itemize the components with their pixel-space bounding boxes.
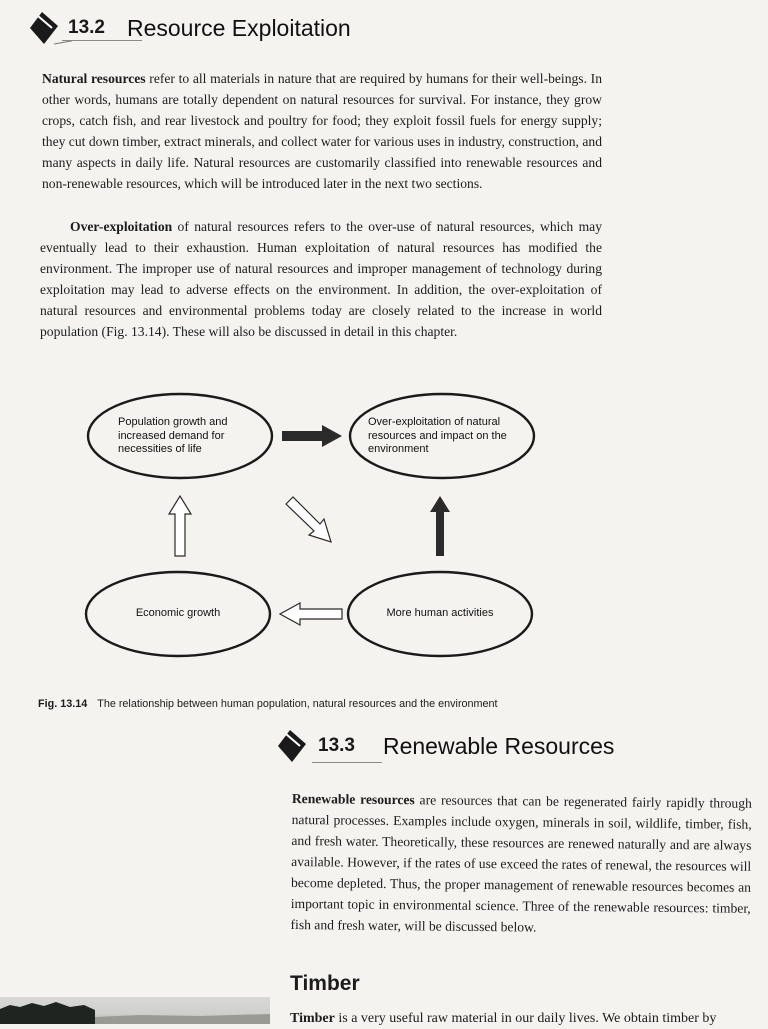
paragraph-natural-resources — [42, 68, 602, 194]
node-activities-label: More human activities — [386, 607, 494, 619]
paragraph-over-exploitation — [40, 216, 602, 342]
section-number: 13.2 — [68, 17, 105, 38]
relationship-diagram — [0, 380, 768, 680]
diamond-badge-icon — [276, 726, 320, 766]
paragraph-text: refer to all materials in nature that are required by humans for their well-beings. In other words, humans are totally dependent on natural resources for survival. For instance, they grow crops, catch fish, and rear livestock and poultry for food; they exploit fossil fuels for energy supply; they cut down timber, extract minerals, and collect water for various uses in industry, construction, and many aspects in daily life. Natural resources are customarily classified into renewable resources and non-renewable resources, which will be introduced later in the next two sections. — [42, 71, 602, 191]
term-renewable-resources: Renewable resources — [291, 790, 415, 808]
paragraph-renewable-resources — [290, 788, 752, 940]
section-13-2-heading — [28, 8, 351, 48]
figure-caption-text: The relationship between human population, natural resources and the environment — [97, 698, 498, 710]
term-timber: Timber — [290, 1011, 335, 1026]
figure-caption — [38, 698, 498, 710]
arrow-right-solid — [282, 425, 342, 447]
arrow-left-hollow — [280, 603, 342, 625]
node-overexploitation-label: Over-exploitation of natural resources and impact on the environment — [368, 416, 507, 455]
diamond-badge-icon — [28, 8, 72, 48]
paragraph-text: is a very useful raw material in our daily lives. We obtain timber by — [334, 1011, 717, 1026]
heading-underline — [312, 762, 382, 763]
paragraph-timber — [290, 1008, 760, 1029]
arrow-diagonal-hollow — [286, 497, 331, 542]
section-13-3-heading — [276, 726, 614, 766]
timber-heading: Timber — [290, 972, 360, 995]
arrow-up-hollow — [169, 496, 191, 556]
forest-image — [0, 997, 270, 1024]
term-over-exploitation: Over-exploitation — [70, 219, 173, 234]
node-economic-label: Economic growth — [135, 607, 221, 619]
heading-underline — [62, 40, 142, 41]
figure-label: Fig. 13.14 — [38, 698, 88, 710]
term-natural-resources: Natural resources — [42, 71, 146, 86]
paragraph-text: of natural resources refers to the over-use of natural resources, which may eventually lead to their exhaustion. Human exploitation of natural resources has modified the environment. The improper use of natural resources and improper management of technology during exploitation may lead to adverse effects on the environment. In addition, the over-exploitation of natural resources and environmental problems today are closely related to the increase in world population (Fig. 13.14). These will also be discussed in detail in this chapter. — [40, 219, 602, 339]
section-number: 13.3 — [318, 735, 355, 756]
node-population-label: Population growth and increased demand for necessities of life — [118, 416, 228, 455]
paragraph-text: are resources that can be regenerated fairly rapidly through natural processes. Examples include oxygen, minerals in soil, wildlife, timber, fish, and fresh water. Theoretically, these resources are renewed naturally and are always available. However, if the rates of use exceed the rates of renewal, the resources will become depleted. Thus, the proper management of renewable resources becomes an important topic in environmental science. Three of the renewable resources: timber, fish and fresh water, will be discussed below. — [290, 792, 752, 935]
section-title: Renewable Resources — [382, 732, 615, 759]
section-title: Resource Exploitation — [126, 14, 351, 41]
arrow-up-solid — [430, 496, 450, 556]
timber-photo — [0, 997, 270, 1024]
